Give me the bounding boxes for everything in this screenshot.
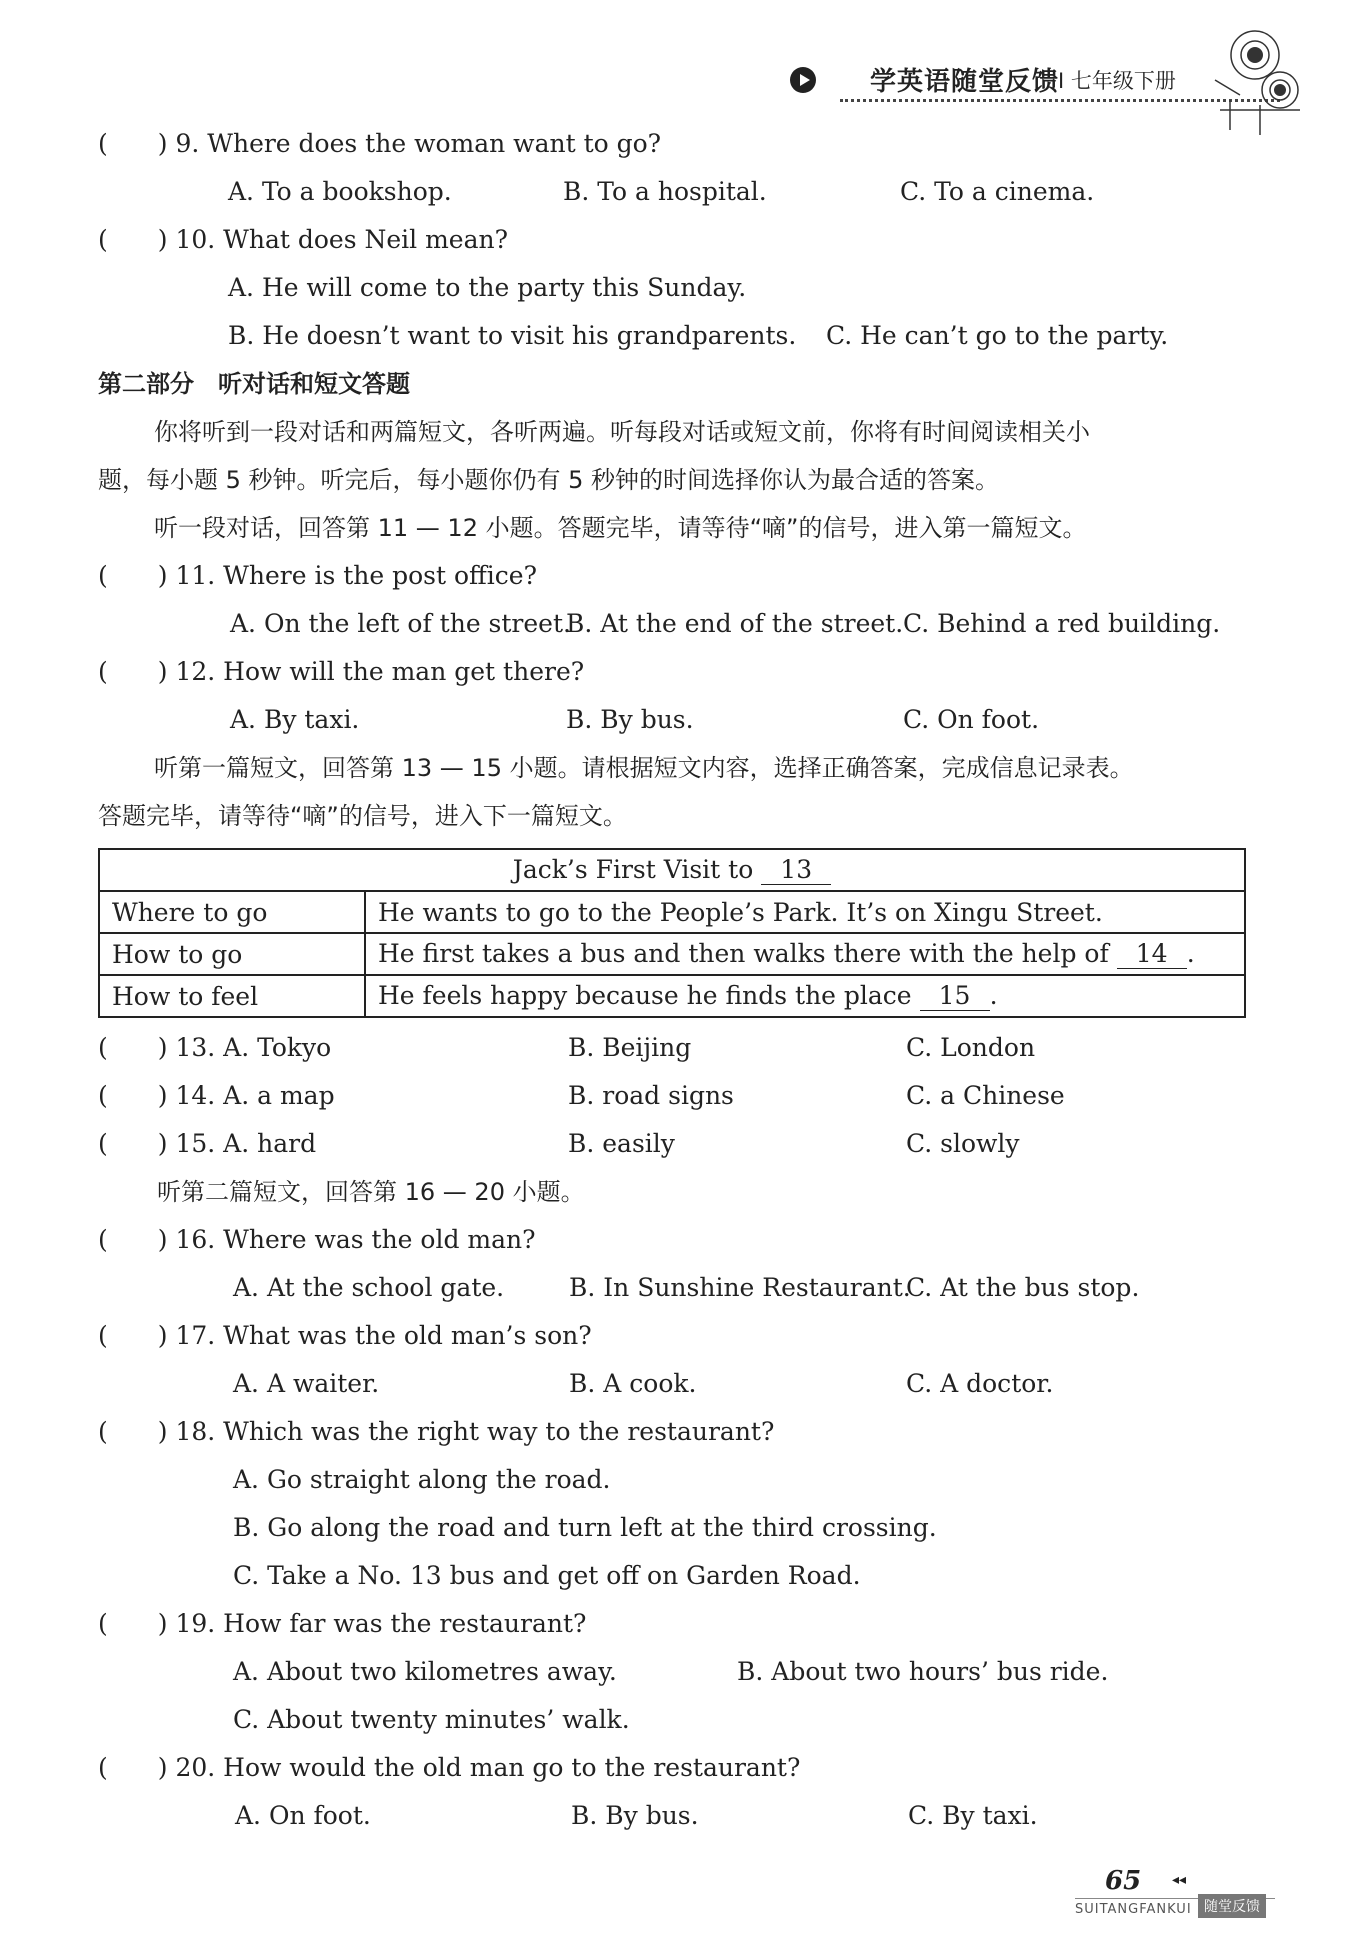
- question-18: [98, 1416, 774, 1448]
- row-text: [365, 975, 1245, 1017]
- footer-pinyin: SUITANGFANKUI: [1075, 1902, 1192, 1917]
- answer-paren[interactable]: ( ): [98, 129, 168, 158]
- q11-option-c: C. Behind a red building.: [903, 609, 1221, 638]
- q9-option-b: B. To a hospital.: [563, 177, 767, 206]
- table-row: [99, 975, 1245, 1017]
- page-header: [790, 55, 1310, 115]
- question-17: [98, 1320, 592, 1352]
- q20-option-a: A. On foot.: [235, 1801, 371, 1830]
- question-stem: 20. How would the old man go to the restaurant?: [175, 1753, 801, 1782]
- row-text-content: He feels happy because he finds the place: [378, 981, 912, 1010]
- footer-badge: 随堂反馈: [1198, 1894, 1266, 1918]
- question-16: [98, 1224, 536, 1256]
- q15-option-c: C. slowly: [906, 1129, 1020, 1158]
- question-13: [98, 1032, 331, 1064]
- row-end-punct: .: [1186, 939, 1195, 968]
- blank-15[interactable]: 15: [920, 981, 990, 1011]
- table-row: [99, 933, 1245, 975]
- question-12: [98, 656, 584, 688]
- answer-paren[interactable]: ( ): [98, 1033, 168, 1062]
- answer-paren[interactable]: ( ): [98, 1129, 168, 1158]
- question-9: [98, 128, 661, 160]
- question-10: [98, 224, 508, 256]
- question-stem: 19. How far was the restaurant?: [175, 1609, 587, 1638]
- q14-option-b: B. road signs: [568, 1081, 734, 1110]
- question-14: [98, 1080, 335, 1112]
- header-separator: I: [1058, 69, 1065, 93]
- page-number: 65: [1105, 1866, 1142, 1896]
- part2-heading: 第二部分 听对话和短文答题: [98, 370, 410, 398]
- grade-text: 七年级下册: [1070, 69, 1176, 93]
- q17-option-a: A. A waiter.: [233, 1369, 380, 1398]
- q18-option-a: A. Go straight along the road.: [233, 1465, 611, 1494]
- question-stem: 10. What does Neil mean?: [175, 225, 509, 254]
- answer-paren[interactable]: ( ): [98, 1609, 168, 1638]
- q16-option-b: B. In Sunshine Restaurant.: [569, 1273, 911, 1302]
- q16-option-c: C. At the bus stop.: [906, 1273, 1140, 1302]
- answer-paren[interactable]: ( ): [98, 657, 168, 686]
- q12-option-b: B. By bus.: [566, 705, 694, 734]
- question-stem: 18. Which was the right way to the restaurant?: [175, 1417, 775, 1446]
- q11-option-a: A. On the left of the street.: [230, 609, 571, 638]
- question-stem: 13. A. Tokyo: [175, 1033, 332, 1062]
- blank-13[interactable]: 13: [761, 855, 831, 885]
- q9-option-a: A. To a bookshop.: [228, 177, 452, 206]
- row-label: How to go: [99, 933, 365, 975]
- row-text-content: He wants to go to the People’s Park. It’s on Xingu Street.: [378, 897, 1103, 927]
- table-title: Jack’s First Visit to: [512, 855, 754, 884]
- q13-option-b: B. Beijing: [568, 1033, 692, 1062]
- table-title-row: [99, 849, 1245, 891]
- row-label: How to feel: [99, 975, 365, 1017]
- q18-option-c: C. Take a No. 13 bus and get off on Garden Road.: [233, 1561, 861, 1590]
- q11-option-b: B. At the end of the street.: [566, 609, 904, 638]
- q19-option-c: C. About twenty minutes’ walk.: [233, 1705, 630, 1734]
- book-title: 学英语随堂反馈: [870, 67, 1060, 97]
- q15-option-b: B. easily: [568, 1129, 675, 1158]
- q14-option-c: C. a Chinese: [906, 1081, 1065, 1110]
- table-title-cell: [99, 849, 1245, 891]
- answer-paren[interactable]: ( ): [98, 1753, 168, 1782]
- q13-option-c: C. London: [906, 1033, 1036, 1062]
- q19-option-a: A. About two kilometres away.: [233, 1657, 617, 1686]
- q12-option-a: A. By taxi.: [230, 705, 360, 734]
- q10-option-b: B. He doesn’t want to visit his grandparents.: [228, 321, 797, 350]
- passage1-instruction-line2: 答题完毕，请等待“嘀”的信号，进入下一篇短文。: [98, 802, 627, 830]
- answer-paren[interactable]: ( ): [98, 1321, 168, 1350]
- question-stem: 17. What was the old man’s son?: [175, 1321, 592, 1350]
- row-text: [365, 891, 1245, 933]
- question-15: [98, 1128, 316, 1160]
- question-stem: 16. Where was the old man?: [175, 1225, 536, 1254]
- question-stem: 14. A. a map: [175, 1081, 335, 1110]
- part2-intro-line1: 你将听到一段对话和两篇短文，各听两遍。听每段对话或短文前，你将有时间阅读相关小: [154, 418, 1090, 446]
- q20-option-b: B. By bus.: [571, 1801, 699, 1830]
- q16-option-a: A. At the school gate.: [233, 1273, 505, 1302]
- q12-option-c: C. On foot.: [903, 705, 1040, 734]
- row-label: Where to go: [99, 891, 365, 933]
- answer-paren[interactable]: ( ): [98, 1081, 168, 1110]
- question-19: [98, 1608, 586, 1640]
- question-stem: 9. Where does the woman want to go?: [175, 129, 662, 158]
- dialog-instruction: 听一段对话，回答第 11 — 12 小题。答题完毕，请等待“嘀”的信号，进入第一篇短文。: [154, 514, 1087, 542]
- row-text: [365, 933, 1245, 975]
- q9-option-c: C. To a cinema.: [900, 177, 1095, 206]
- grade-label: [1058, 65, 1176, 95]
- sunflower-decoration-icon: [1200, 20, 1310, 140]
- answer-paren[interactable]: ( ): [98, 1417, 168, 1446]
- q10-option-a: A. He will come to the party this Sunday.: [228, 273, 747, 302]
- q20-option-c: C. By taxi.: [908, 1801, 1038, 1830]
- q18-option-b: B. Go along the road and turn left at the third crossing.: [233, 1513, 937, 1542]
- question-stem: 12. How will the man get there?: [175, 657, 585, 686]
- q17-option-b: B. A cook.: [569, 1369, 697, 1398]
- answer-paren[interactable]: ( ): [98, 1225, 168, 1254]
- passage2-instruction: 听第二篇短文，回答第 16 — 20 小题。: [157, 1178, 585, 1206]
- blank-14[interactable]: 14: [1117, 939, 1187, 969]
- question-11: [98, 560, 537, 592]
- question-stem: 11. Where is the post office?: [175, 561, 538, 590]
- q17-option-c: C. A doctor.: [906, 1369, 1054, 1398]
- double-arrow-left-icon: ◂◂: [1172, 1872, 1187, 1888]
- answer-paren[interactable]: ( ): [98, 561, 168, 590]
- part2-intro-line2: 题，每小题 5 秒钟。听完后，每小题你仍有 5 秒钟的时间选择你认为最合适的答案。: [98, 466, 1000, 494]
- table-row: [99, 891, 1245, 933]
- info-record-table: [98, 848, 1246, 1018]
- row-end-punct: .: [989, 981, 998, 1010]
- q19-option-b: B. About two hours’ bus ride.: [737, 1657, 1109, 1686]
- question-20: [98, 1752, 800, 1784]
- passage1-instruction-line1: 听第一篇短文，回答第 13 — 15 小题。请根据短文内容，选择正确答案，完成信息记录表。: [154, 754, 1134, 782]
- q10-option-c: C. He can’t go to the party.: [826, 321, 1169, 350]
- answer-paren[interactable]: ( ): [98, 225, 168, 254]
- row-text-content: He first takes a bus and then walks there with the help of: [378, 939, 1109, 968]
- question-stem: 15. A. hard: [175, 1129, 317, 1158]
- play-icon: [790, 67, 816, 93]
